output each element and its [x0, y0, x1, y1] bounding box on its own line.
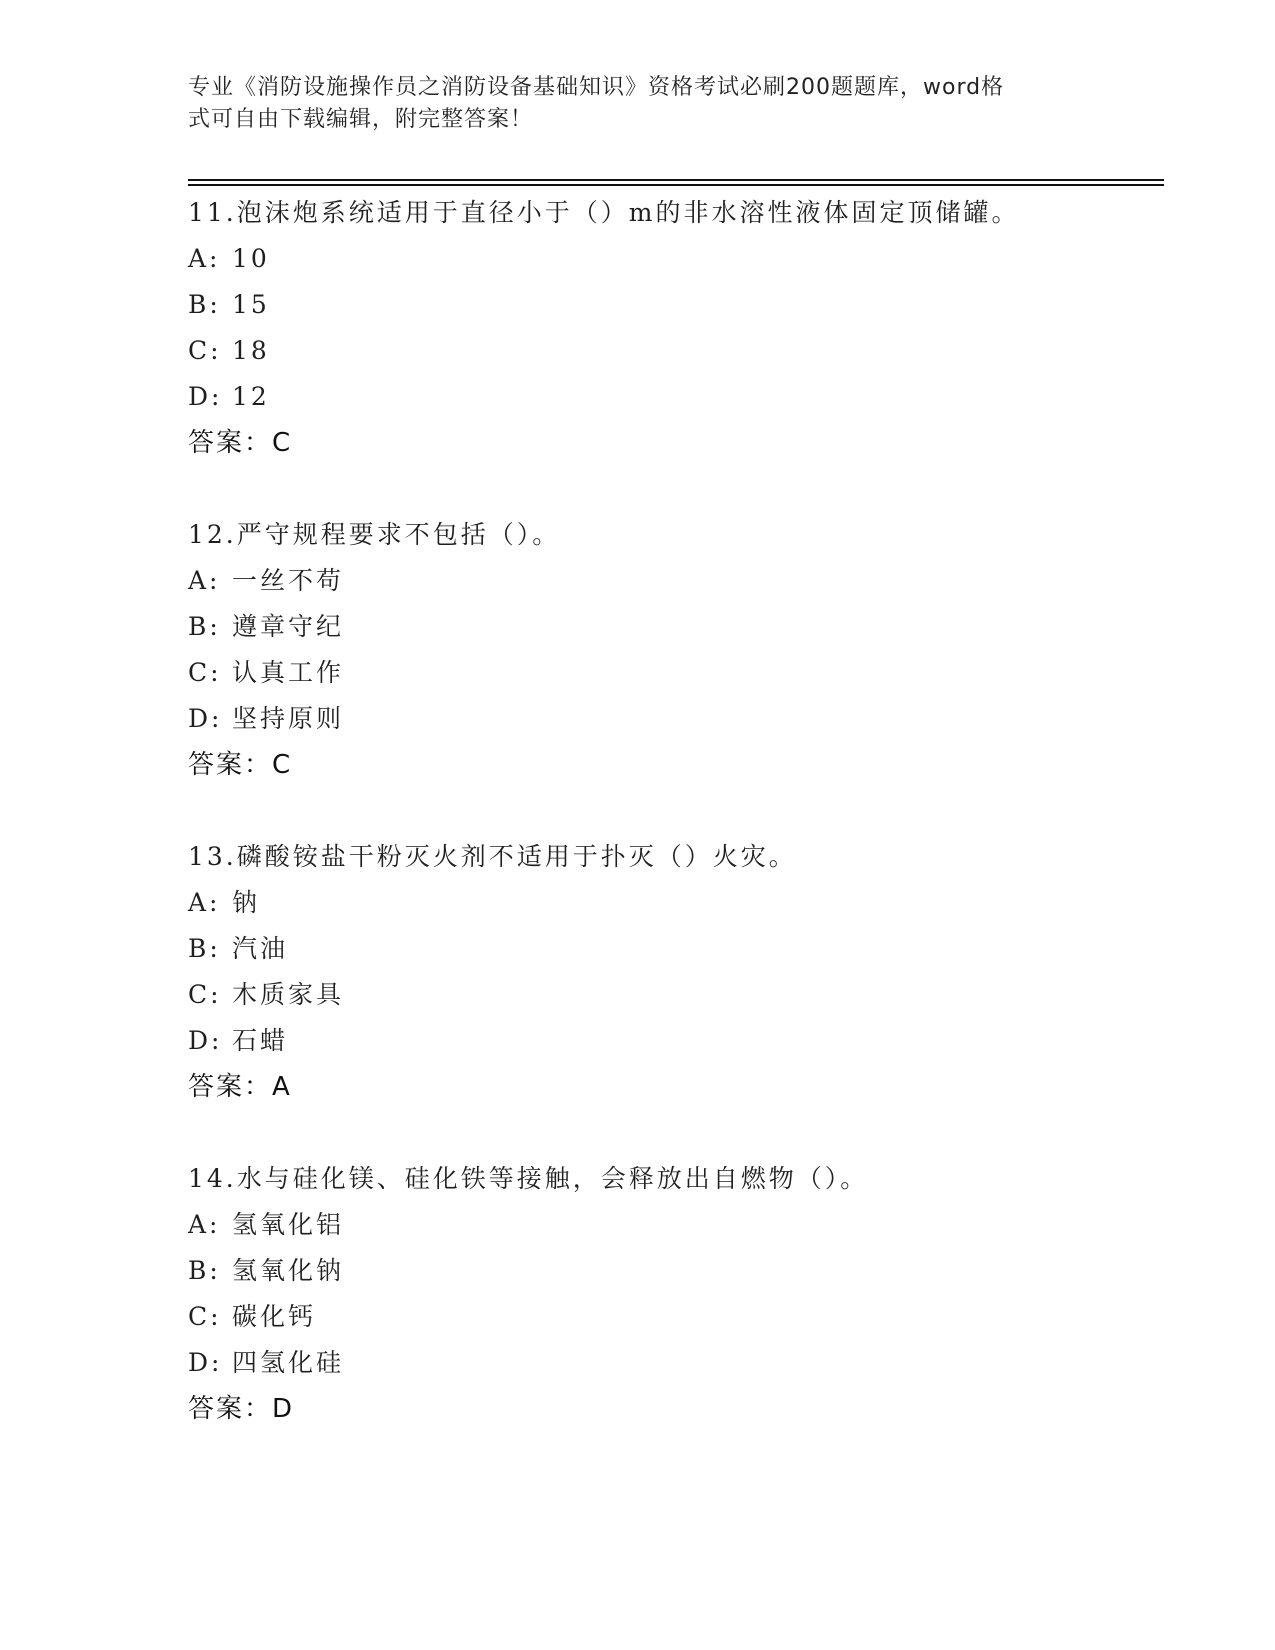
option-d — [188, 1018, 1168, 1064]
option-a — [188, 1202, 1168, 1248]
option-letter: B: — [188, 934, 221, 963]
option-letter: D: — [188, 1026, 223, 1055]
option-c — [188, 650, 1168, 696]
answer-line: 答案：C — [188, 428, 293, 458]
question-12 — [188, 512, 1168, 788]
option-letter: D: — [188, 1348, 223, 1377]
option-text: 碳化钙 — [232, 1302, 317, 1331]
option-text: 石蜡 — [232, 1026, 289, 1055]
option-text: 10 — [232, 244, 270, 273]
option-d — [188, 696, 1168, 742]
option-c — [188, 972, 1168, 1018]
option-text: 坚持原则 — [232, 704, 345, 733]
option-text: 四氢化硅 — [232, 1348, 345, 1377]
option-text: 木质家具 — [232, 980, 345, 1009]
option-b — [188, 604, 1168, 650]
option-text: 氢氧化钠 — [232, 1256, 345, 1285]
option-letter: C: — [188, 980, 222, 1009]
option-text: 氢氧化铝 — [232, 1210, 345, 1239]
question-title: 14.水与硅化镁、硅化铁等接触，会释放出自燃物（）。 — [188, 1164, 869, 1193]
question-title: 11.泡沫炮系统适用于直径小于（）m的非水溶性液体固定顶储罐。 — [188, 198, 1020, 227]
option-letter: D: — [188, 704, 223, 733]
option-letter: B: — [188, 290, 221, 319]
option-letter: A: — [188, 566, 221, 595]
question-11 — [188, 190, 1168, 466]
option-letter: B: — [188, 612, 221, 641]
header-divider-top — [188, 179, 1164, 181]
option-c — [188, 1294, 1168, 1340]
option-letter: A: — [188, 244, 221, 273]
option-letter: D: — [188, 382, 223, 411]
option-d — [188, 374, 1168, 420]
option-b — [188, 1248, 1168, 1294]
option-letter: C: — [188, 336, 222, 365]
option-letter: A: — [188, 1210, 221, 1239]
option-a — [188, 236, 1168, 282]
option-letter: A: — [188, 888, 221, 917]
question-title: 13.磷酸铵盐干粉灭火剂不适用于扑灭（）火灾。 — [188, 842, 797, 871]
option-text: 15 — [232, 290, 270, 319]
question-title: 12.严守规程要求不包括（）。 — [188, 520, 561, 549]
option-text: 遵章守纪 — [232, 612, 345, 641]
option-letter: C: — [188, 1302, 222, 1331]
question-13 — [188, 834, 1168, 1110]
option-letter: C: — [188, 658, 222, 687]
question-14 — [188, 1156, 1168, 1432]
option-text: 18 — [232, 336, 270, 365]
answer-line: 答案：D — [188, 1394, 295, 1424]
option-d — [188, 1340, 1168, 1386]
option-letter: B: — [188, 1256, 221, 1285]
option-b — [188, 926, 1168, 972]
question-list — [188, 190, 1168, 1478]
option-a — [188, 558, 1168, 604]
header-title-line-1: 专业《消防设施操作员之消防设备基础知识》资格考试必刷200题题库，word格 — [188, 75, 1005, 100]
answer-line: 答案：A — [188, 1072, 292, 1102]
option-text: 钠 — [232, 888, 261, 917]
option-text: 12 — [232, 382, 270, 411]
document-header — [188, 72, 1068, 136]
option-text: 汽油 — [232, 934, 289, 963]
option-c — [188, 328, 1168, 374]
option-text: 一丝不苟 — [232, 566, 345, 595]
answer-line: 答案：C — [188, 750, 293, 780]
option-text: 认真工作 — [232, 658, 345, 687]
header-divider-bottom — [188, 184, 1164, 186]
header-title-line-2: 式可自由下载编辑，附完整答案！ — [188, 107, 534, 132]
option-b — [188, 282, 1168, 328]
option-a — [188, 880, 1168, 926]
